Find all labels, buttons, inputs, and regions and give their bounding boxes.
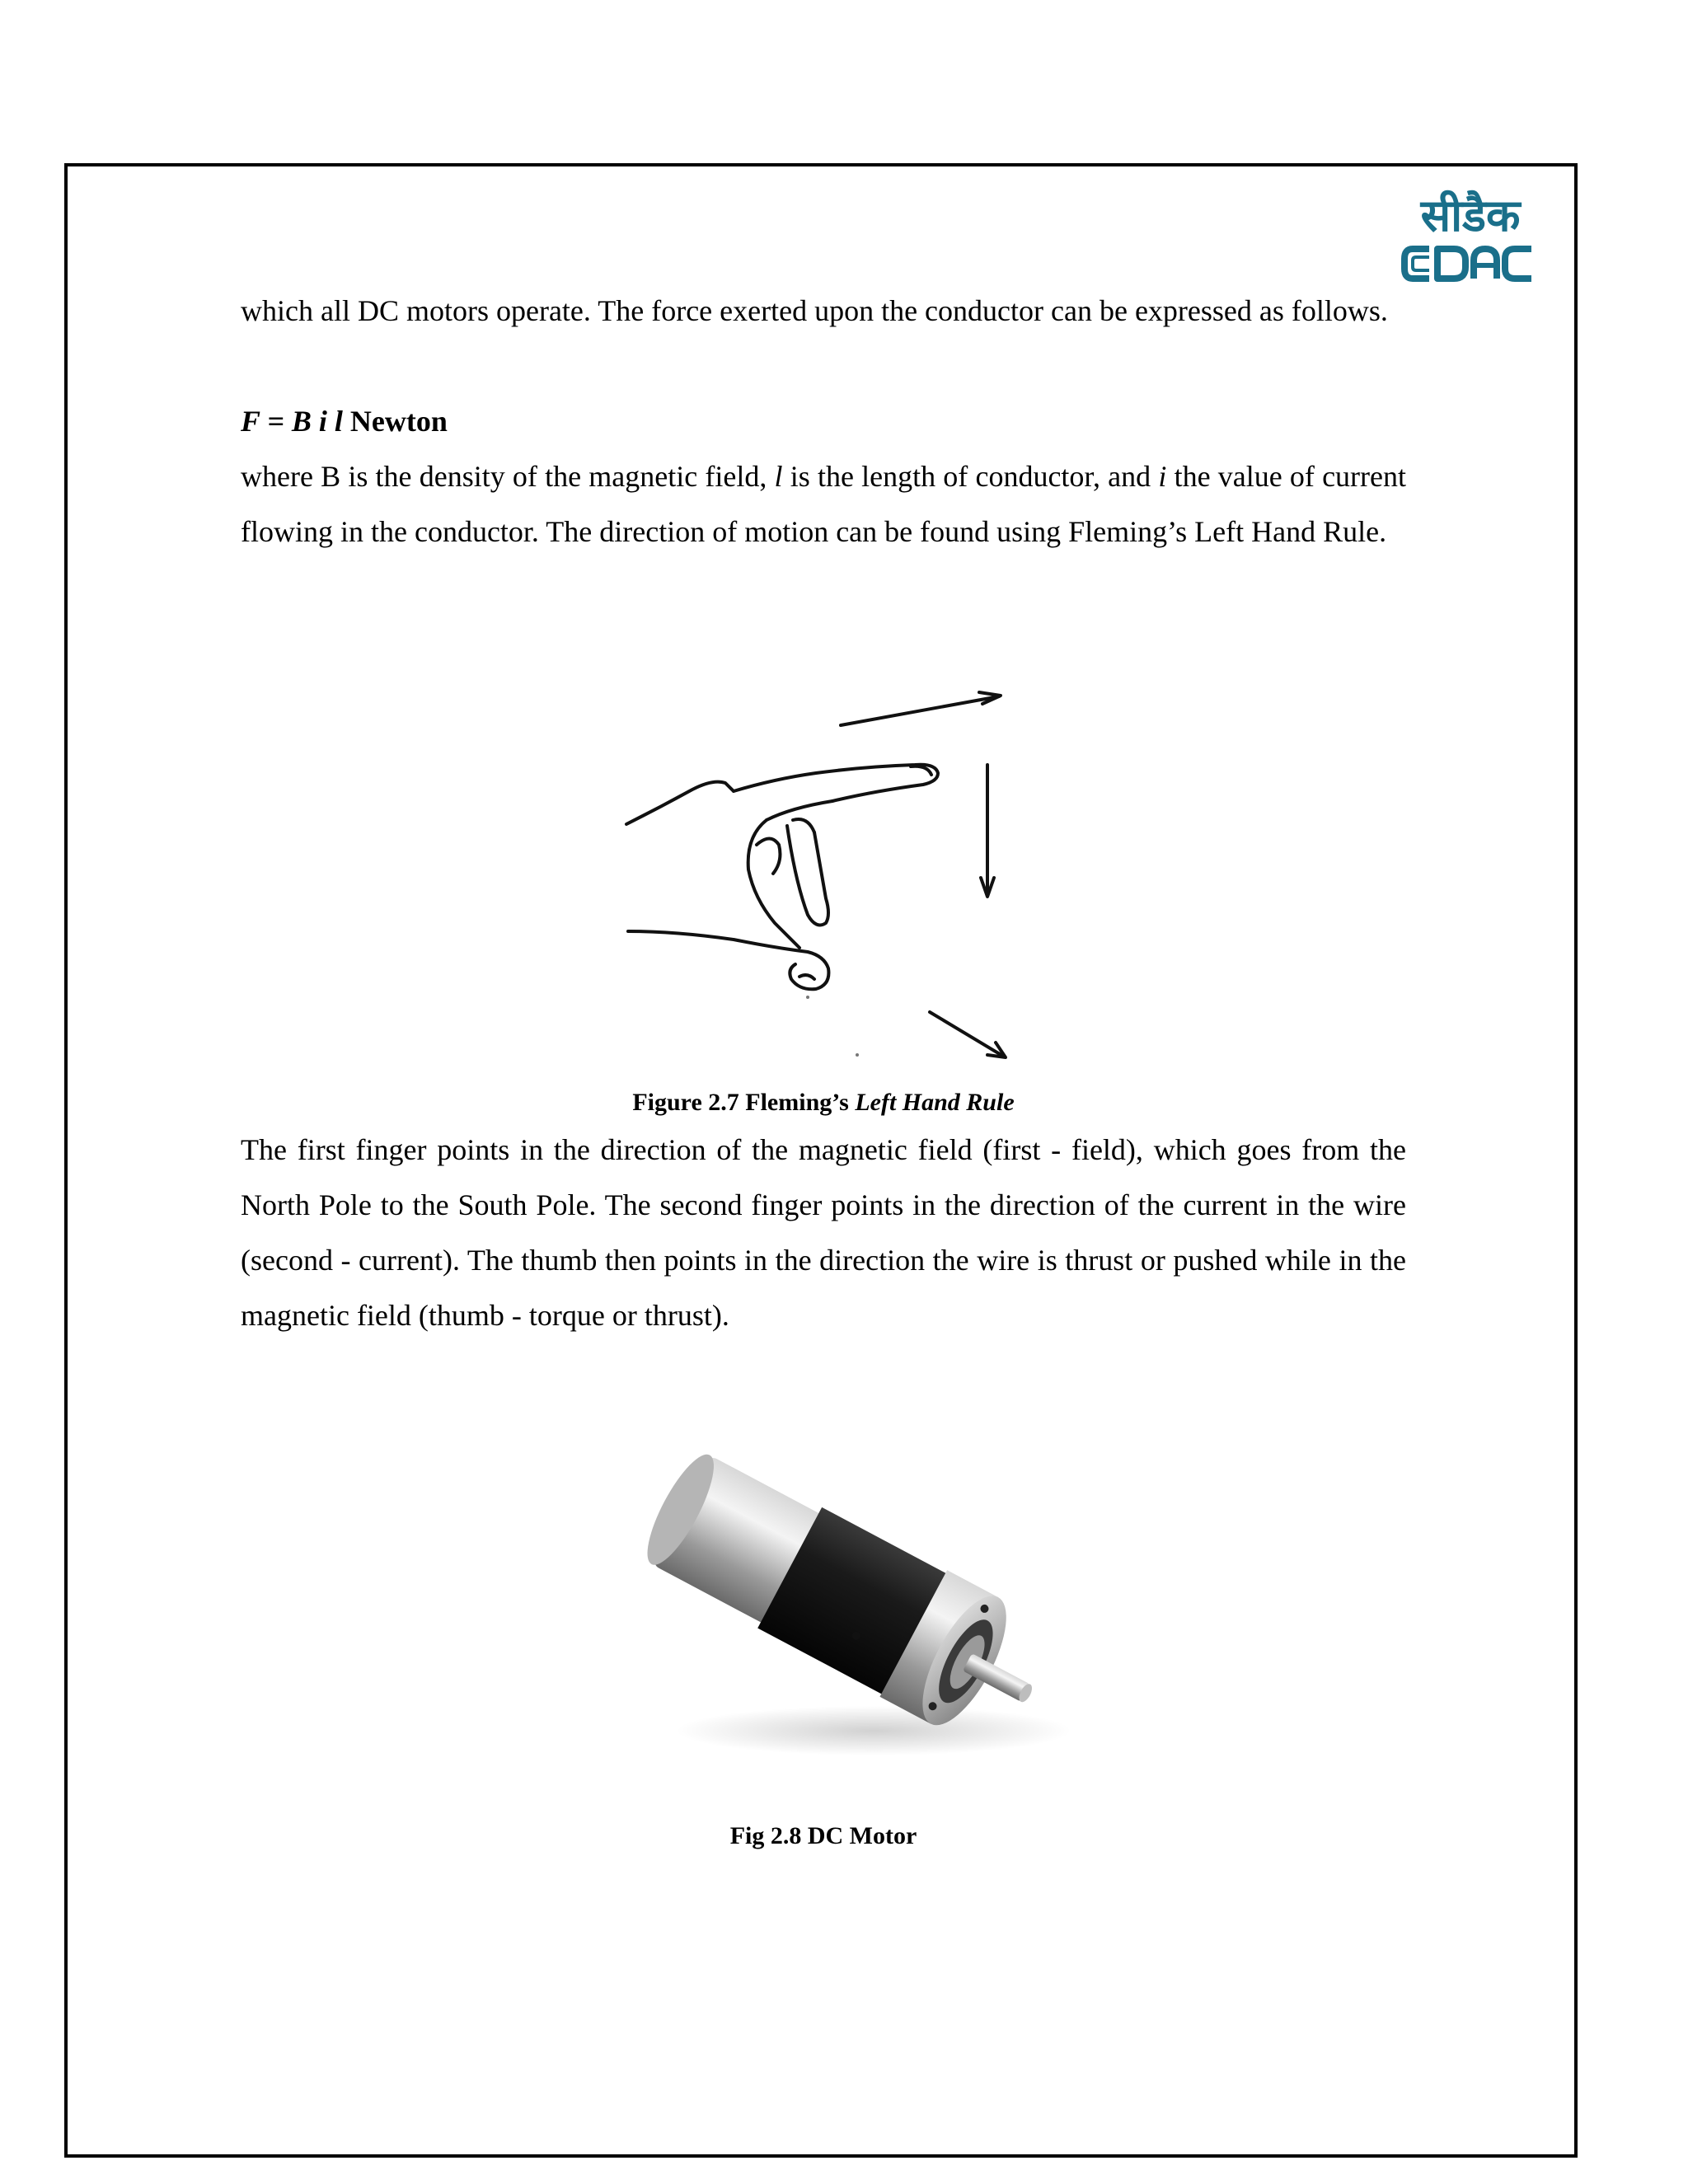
- paragraph-finger-explanation: The first finger points in the direction of the magnetic field (first - field), which goes from the North Pole to the South Pole. The second finger points in the direction of the current in the wire (second - current). The thumb then points in the direction the wire is thrust or pushed while in the magnetic field (thumb - torque or thrust).: [241, 1133, 1406, 1332]
- cdac-logo: [1398, 191, 1538, 287]
- paragraph-intro: which all DC motors operate. The force exerted upon the conductor can be expressed as follows.: [241, 294, 1388, 327]
- formula-expression: F = B i l: [241, 405, 343, 438]
- force-formula: [241, 394, 448, 449]
- italic-symbol-l: l: [774, 460, 783, 493]
- logo-cdac-wordmark: [1398, 241, 1538, 287]
- italic-symbol-i: i: [1158, 460, 1167, 493]
- text-run: where B is the density of the magnetic field,: [241, 460, 775, 493]
- text-run: the value of current flowing in the conductor. The direction of motion can be found using Fleming’s Left Hand Rule.: [241, 460, 1407, 548]
- figure-2-7-caption: [241, 1086, 1406, 1119]
- formula-unit: Newton: [342, 405, 448, 438]
- dc-motor-photo: [626, 1426, 1088, 1772]
- paragraph-definitions: [241, 449, 1406, 560]
- left-hand-rule-illustration: [610, 668, 1039, 1080]
- caption-text: Figure 2.7 Fleming’s: [632, 1089, 856, 1116]
- caption-italic-text: Left Hand Rule: [855, 1089, 1015, 1116]
- text-run: is the length of conductor, and: [782, 460, 1159, 493]
- figure-2-8-caption: Fig 2.8 DC Motor: [729, 1822, 917, 1849]
- logo-hindi-text: सीडैक: [1420, 190, 1521, 241]
